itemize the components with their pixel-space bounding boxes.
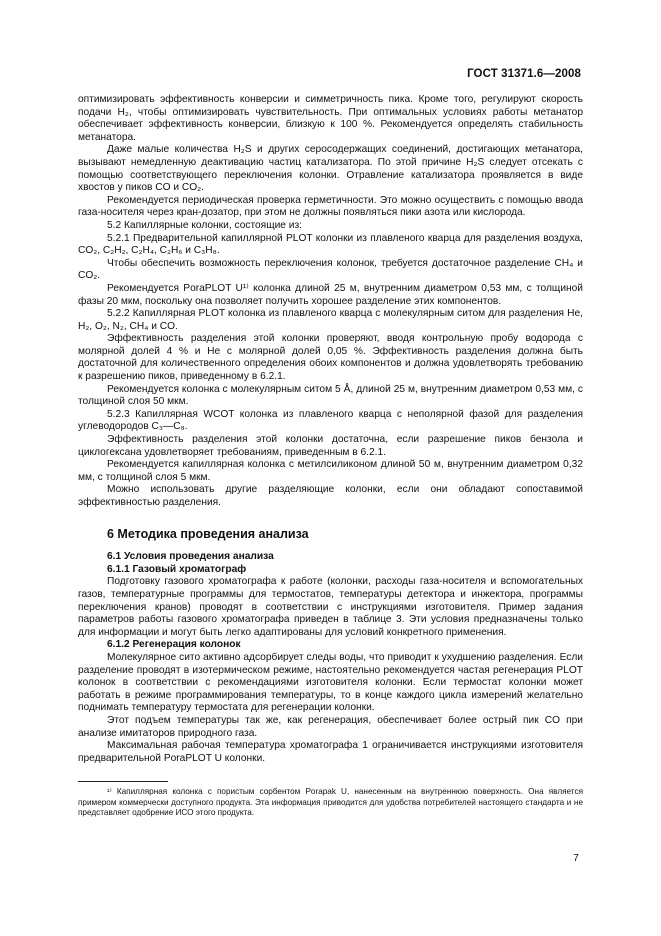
paragraph: Подготовку газового хроматографа к работе (колонки, расходы газа-носителя и вспомогательных газов, температурные программы для термостатов, температуры детектора и инжектора, программы переключения кранов) проводят в соответствии с инструкциями изготовителя. Пример задания параметров работы газового хроматографа приведен в таблице 3. Эти условия предназначены только для информации и могут быть легко адаптированы для условий конкретного применения. bbox=[78, 576, 583, 638]
section-6-1-2-heading: 6.1.2 Регенерация колонок bbox=[107, 639, 241, 651]
page-body bbox=[78, 94, 583, 819]
paragraph: Рекомендуется капиллярная колонка с метилсиликоном длиной 50 м, внутренним диаметром 0,32 мм, с толщиной слоя 5 мкм. bbox=[78, 459, 583, 483]
section-6-1-heading: 6.1 Условия проведения анализа bbox=[107, 551, 274, 563]
paragraph: Даже малые количества H₂S и других серосодержащих соединений, достигающих метанатора, вызывают немедленную деактивацию частиц катализатора. По этой причине H₂S следует отсекать с помощью соответствующего переключения колонки. Отравление катализатора проявляется в виде хвостов у пиков CO и CO₂. bbox=[78, 144, 583, 194]
paragraph: Этот подъем температуры так же, как регенерация, обеспечивает более острый пик CO при анализе имитаторов природного газа. bbox=[78, 714, 583, 739]
clause-5-2-1: 5.2.1 Предварительной капиллярной PLOT колонки из плавленого кварца для разделения воздуха, CO₂, C₂H₂, C₂H₄, C₂H₆ и C₃H₈. bbox=[78, 232, 583, 257]
paragraph: Эффективность разделения этой колонки проверяют, вводя контрольную пробу водорода с молярной долей 4 % и He с молярной долей 0,05 %. Эффективность разделения должна быть достаточной для количественного определения обоих компонентов и должна удовлетворять требованию к разрешению пиков, приведенному в 6.2.1. bbox=[78, 333, 583, 383]
paragraph: Максимальная рабочая температура хроматографа 1 ограничивается инструкциями изготовителя предварительной PoraPLOT U колонки. bbox=[78, 740, 583, 764]
section-6-1-1-heading: 6.1.1 Газовый хроматограф bbox=[107, 563, 247, 575]
page-number: 7 bbox=[573, 852, 579, 864]
clause-5-2: 5.2 Капиллярные колонки, состоящие из: bbox=[107, 219, 302, 231]
clause-5-2-2: 5.2.2 Капиллярная PLOT колонка из плавленого кварца с молекулярным ситом для разделения He, H₂, O₂, N₂, CH₄ и CO. bbox=[78, 308, 583, 332]
section-6-heading: 6 Методика проведения анализа bbox=[107, 526, 309, 541]
paragraph: Рекомендуется колонка с молекулярным ситом 5 Å, длиной 25 м, внутренним диаметром 0,53 мм, с толщиной слоя 50 мкм. bbox=[78, 383, 583, 408]
paragraph: Эффективность разделения этой колонки достаточна, если разрешение пиков бензола и циклогексана удовлетворяет требованиям, приведенным в 6.2.1. bbox=[78, 434, 583, 458]
clause-5-2-3: 5.2.3 Капиллярная WCOT колонка из плавленого кварца с неполярной фазой для разделения углеводородов C₃—C₈. bbox=[78, 408, 583, 433]
paragraph: Рекомендуется периодическая проверка герметичности. Это можно осуществить с помощью ввода газа-носителя через кран-дозатор, при этом не должны появляться пики азота или кислорода. bbox=[78, 194, 583, 219]
paragraph: Молекулярное сито активно адсорбирует следы воды, что приводит к ухудшению разделения. Если разделение проводят в изотермическом режиме, настоятельно рекомендуется частая регенерация PLOT колонок в соответствии с рекомендациями изготовителя колонки. Если термостат колонки может работать в режиме программирования температуры, то в конце каждого цикла измерений желательно поднимать температуру термостата для регенерации колонки. bbox=[78, 651, 583, 714]
footnote: ¹⁾ Капиллярная колонка с пористым сорбентом Porapak U, нанесенным на внутреннюю поверхность. Она является примером коммерчески доступного продукта. Эта информация приводится для удобства потребителей настоящего стандарта и не представляет одобрение ИСО этого продукта. bbox=[78, 787, 583, 818]
paragraph: Можно использовать другие разделяющие колонки, если они обладают сопоставимой эффективностью разделения. bbox=[78, 484, 583, 508]
footnote-separator bbox=[78, 781, 168, 782]
paragraph: Рекомендуется PoraPLOT U¹⁾ колонка длиной 25 м, внутренним диаметром 0,53 мм, с толщиной фазы 20 мкм, поскольку она позволяет получить хорошее разделение этих компонентов. bbox=[78, 282, 583, 307]
page-header-standard-number: ГОСТ 31371.6—2008 bbox=[467, 68, 581, 80]
paragraph: Чтобы обеспечить возможность переключения колонок, требуется достаточное разделение CH₄ и CO₂. bbox=[78, 257, 583, 282]
paragraph: оптимизировать эффективность конверсии и симметричность пика. Кроме того, регулируют скорость подачи H₂, чтобы оптимизировать чувствительность. При оптимальных условиях работы метанатор обеспечивает эффективность конверсии, близкую к 100 %. Рекомендуется определять стабильность метанатора. bbox=[78, 94, 583, 143]
